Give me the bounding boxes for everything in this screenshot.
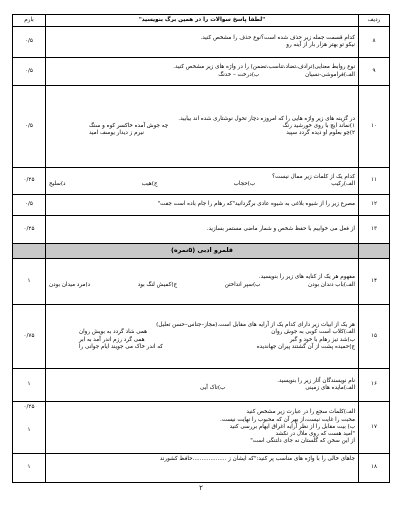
question-body <box>46 27 359 58</box>
score-part-a: ۰/۲۵ <box>23 404 35 410</box>
question-body <box>46 454 359 483</box>
verse-second-hemistich: که اندر خاک می جویند ایام جوانی را <box>79 343 163 350</box>
question-row <box>13 454 390 483</box>
question-text: در گزینه های زیر واژه هایی را که امروزه دچار تحول نوشتاری شده اند بیابید. <box>178 115 355 122</box>
question-text: مفهوم هر یک از کنایه های زیر را بنویسید. <box>258 274 355 281</box>
question-body <box>46 195 359 216</box>
question-score: ۰/۲۵ <box>13 168 46 195</box>
question-text: "امید هست که روی ملال در نکشد <box>275 431 355 438</box>
option: د)مرد میدان بودن <box>49 281 91 288</box>
question-text: محبت را غایت نیست،از بهر آن که محبوب را نهایت نیست. <box>220 416 355 423</box>
question-text: از فعل می خوابیم با حفظ شخص و شمار ماضی مستمر بسازید. <box>206 225 355 232</box>
verse-first-hemistich: ۲)چو بعلوم او دیده گردد سپید <box>286 130 355 137</box>
number-column-header: ردیف <box>359 15 390 27</box>
question-body <box>46 369 359 402</box>
score-part-b: ۱ <box>27 427 31 434</box>
question-text: الف)کلمات سجع را در عبارت زیر مشخص کنید <box>246 409 355 416</box>
question-body <box>46 402 359 454</box>
option: ب)درخت – خدنگ <box>218 71 260 78</box>
question-row <box>13 402 390 454</box>
question-score: ۱ <box>13 259 46 305</box>
question-number: ۱۱ <box>359 168 390 195</box>
question-text: نیکو تو بهتر هزار بار از آینه رو <box>286 42 355 48</box>
question-row <box>13 86 390 168</box>
question-text: نام نویسندگان آثار زیر را بنویسید. <box>277 377 355 384</box>
question-body <box>46 168 359 195</box>
question-score <box>13 402 46 454</box>
section-header-row <box>13 244 390 259</box>
option: ج)هیب <box>141 181 158 187</box>
option: الف)مایده های زمینی <box>305 385 355 391</box>
question-text: نوع روابط معنایی(ترادف،تضاد،تناسب،تضمن) را در واژه های زیر مشخص کنید. <box>173 64 355 71</box>
verse-first-hemistich: ج)حمیده پشت از آن گشتند پیران جهاندیده <box>256 343 355 350</box>
question-number: ۱۷ <box>359 402 390 454</box>
question-score: ۰/۲۵ <box>13 216 46 244</box>
question-score: ۰/۵ <box>13 58 46 86</box>
header-row <box>13 15 390 27</box>
question-row <box>13 305 390 369</box>
question-body <box>46 58 359 86</box>
verse-first-hemistich: ب)شد تیز رهام با خود و گبر <box>289 336 355 343</box>
question-row <box>13 216 390 244</box>
page-number: ۲ <box>199 484 203 492</box>
question-number: ۱۸ <box>359 454 390 483</box>
option: ب)حجاب <box>233 181 256 187</box>
instruction-header: "لطفا پاسخ سوالات را در همین برگ بنویسید" <box>46 15 359 27</box>
question-score: ۱ <box>13 454 46 483</box>
section-title: قلمرو ادبی (۵نمره) <box>46 244 359 259</box>
question-number: ۱۶ <box>359 369 390 402</box>
option: ج)کمیش لنگ بود <box>137 281 178 288</box>
question-row <box>13 58 390 86</box>
question-text: کدام یک از کلمات زیر ممال نیست؟ <box>272 173 355 180</box>
question-number: ۱۲ <box>359 195 390 216</box>
option: ب)تاک آیی <box>200 385 226 391</box>
question-row <box>13 259 390 305</box>
verse-second-hemistich: چه جوش آمده خاکسر کوه و سنگ <box>89 122 169 129</box>
option: الف)فراموشی-نسیان <box>305 71 355 78</box>
question-score: ۰/۵ <box>13 27 46 58</box>
verse-second-hemistich: همی شاد گردد به بویش روان <box>79 329 148 336</box>
question-text: هر یک از ابیات زیر دارای کدام یک از آرایه های مقابل است.(مجاز–جناس–حسن تعلیل) <box>156 321 355 328</box>
question-row <box>13 195 390 216</box>
question-number: ۱۳ <box>359 216 390 244</box>
question-score: ۰/۷۵ <box>13 305 46 369</box>
option: ب)سپر انداختن <box>224 281 261 288</box>
question-text: کدام قسمت جمله زیر حذف شده است؟نوع حذف را مشخص کنید. <box>200 34 355 41</box>
question-body <box>46 216 359 244</box>
question-text: ب) بیت مقابل را از نظر آرایه اغراق ایهام بررسی کنید <box>229 423 355 430</box>
question-row <box>13 27 390 58</box>
verse-first-hemistich: الف)کلاب است کوبی به جوش روان <box>271 329 355 336</box>
verse-second-hemistich: نیرم ز دیدار یوسف امید <box>89 130 144 137</box>
question-number: ۱۴ <box>359 259 390 305</box>
question-number: ۱۰ <box>359 86 390 168</box>
score-column-header: بارم <box>13 15 46 27</box>
question-body <box>46 259 359 305</box>
option: الف)باب دندان بودن <box>307 281 355 288</box>
question-row <box>13 369 390 402</box>
question-body <box>46 86 359 168</box>
question-number: ۹ <box>359 58 390 86</box>
question-row <box>13 168 390 195</box>
question-number: ۸ <box>359 27 390 58</box>
verse-second-hemistich: همی گرد رزم اندر آمد به ابر <box>79 336 145 343</box>
question-score: ۰/۵ <box>13 86 46 168</box>
question-text: جاهای خالی را با واژه های مناسب پر کنید:"که ایشان ز ...................حافظ کشورند <box>159 456 355 462</box>
question-number: ۱۵ <box>359 305 390 369</box>
question-score: ۰/۵ <box>13 195 46 216</box>
question-text: از این سخن که گلستان نه جای دلتنگی است" <box>250 438 355 445</box>
question-text: مصرع زیر را از شیوه بلاغی به شیوه عادی برگردانید"که رهام را جام باده است جفت" <box>157 201 355 208</box>
exam-table <box>12 14 390 483</box>
question-body <box>46 305 359 369</box>
verse-first-hemistich: ۱)نماند ایچ با روی خورشید رنگ <box>282 122 355 129</box>
option: د)سلیح <box>49 181 66 187</box>
option: الف)رکیب <box>331 181 355 187</box>
question-score: ۱ <box>13 369 46 402</box>
